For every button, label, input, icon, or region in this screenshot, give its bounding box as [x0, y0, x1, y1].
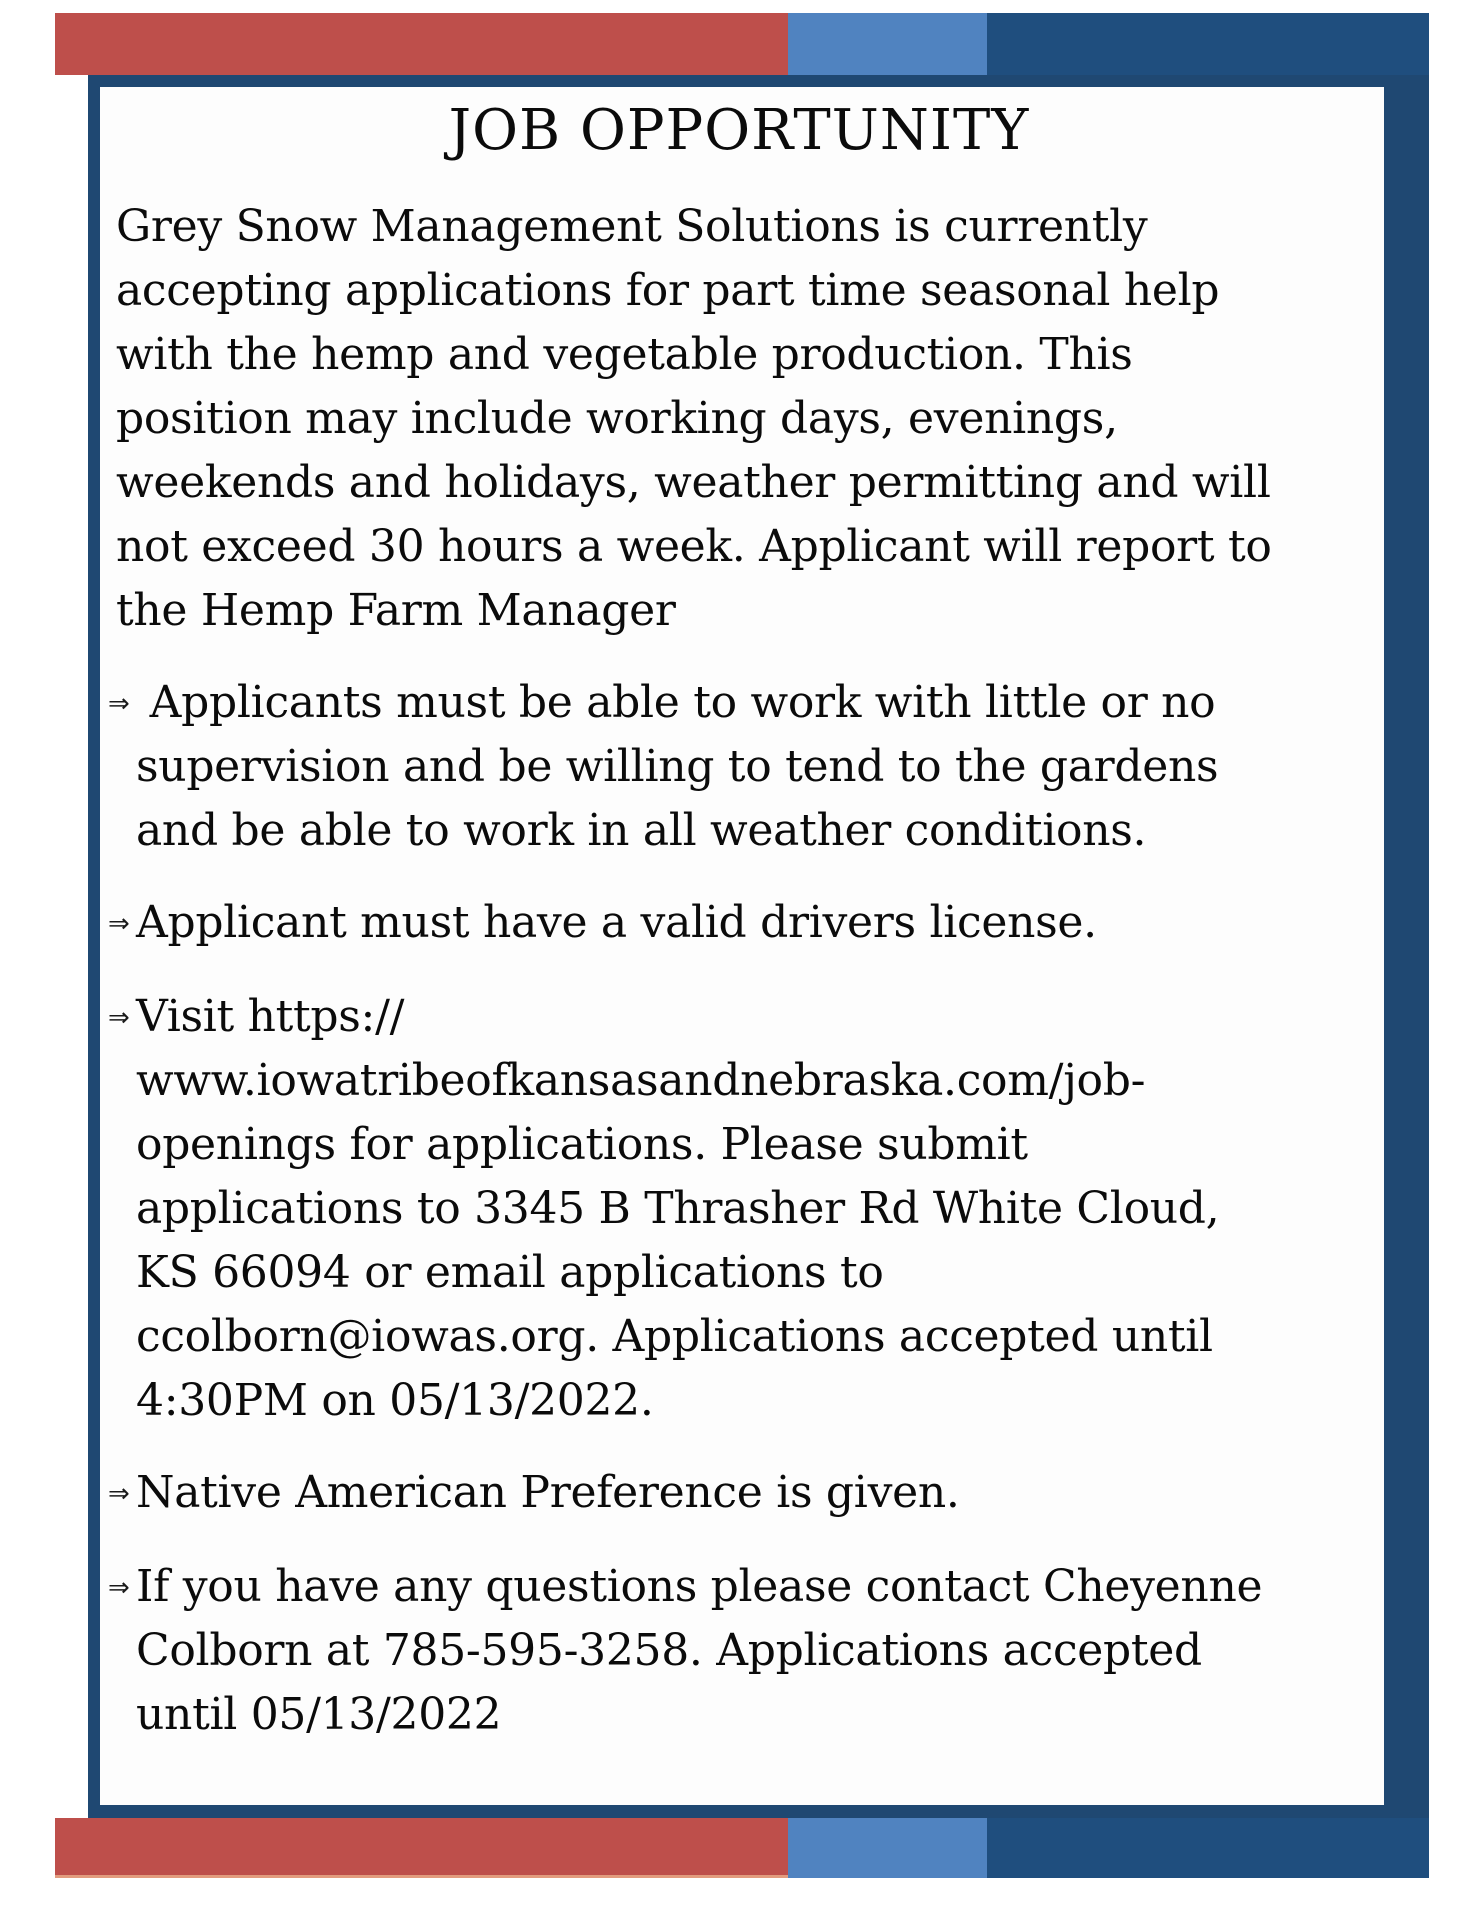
bullet-line: and be able to work in all weather conditions.: [136, 805, 1147, 856]
bottom-band-red-segment: [55, 1818, 788, 1878]
bottom-border-band: [55, 1818, 1429, 1878]
bullet-line: If you have any questions please contact Cheyenne: [136, 1561, 1263, 1612]
intro-line: not exceed 30 hours a week. Applicant will report to: [116, 521, 1272, 572]
bottom-band-navy-segment: [987, 1818, 1429, 1878]
flyer-content-area: [100, 87, 1384, 1805]
bullet-item-questions-contact: [106, 1555, 1372, 1747]
intro-paragraph: [116, 195, 1372, 643]
intro-line: with the hemp and vegetable production. This: [116, 329, 1133, 380]
bullet-line: 4:30PM on 05/13/2022.: [136, 1375, 654, 1426]
intro-line: accepting applications for part time seasonal help: [116, 265, 1220, 316]
bullet-line: Applicant must have a valid drivers license.: [136, 897, 1097, 948]
bullet-line: KS 66094 or email applications to: [136, 1247, 884, 1298]
bullet-line: until 05/13/2022: [136, 1689, 502, 1740]
intro-line: the Hemp Farm Manager: [116, 585, 676, 636]
double-arrow-icon: ⇒: [108, 1479, 130, 1509]
double-arrow-icon: ⇒: [108, 1573, 130, 1603]
inner-navy-frame: [88, 75, 1429, 1818]
bottom-band-blue-segment: [788, 1818, 987, 1878]
top-band-blue-segment: [788, 13, 987, 75]
bullet-line: Visit https://: [136, 991, 405, 1042]
double-arrow-icon: ⇒: [108, 1003, 130, 1033]
bullet-line: Applicants must be able to work with little or no: [136, 677, 1216, 728]
bullet-item-supervision: [106, 671, 1372, 863]
bullet-line-phone: Colborn at 785-595-3258. Applications accepted: [136, 1625, 1202, 1676]
intro-line: weekends and holidays, weather permitting and will: [116, 457, 1271, 508]
bullet-item-drivers-license: [106, 891, 1372, 957]
bullet-item-native-preference: [106, 1461, 1372, 1527]
double-arrow-icon: ⇒: [108, 689, 130, 719]
bullet-line: supervision and be willing to tend to the gardens: [136, 741, 1219, 792]
bullet-line-url: www.iowatribeofkansasandnebraska.com/job-: [136, 1055, 1146, 1106]
intro-line: position may include working days, evenings,: [116, 393, 1118, 444]
bullet-line: applications to 3345 B Thrasher Rd White Cloud,: [136, 1183, 1220, 1234]
intro-line: Grey Snow Management Solutions is currently: [116, 201, 1148, 252]
bullet-line-email: ccolborn@iowas.org. Applications accepted until: [136, 1311, 1213, 1362]
bullet-line: openings for applications. Please submit: [136, 1119, 1028, 1170]
bullet-item-application-info: [106, 985, 1372, 1433]
top-band-navy-segment: [987, 13, 1429, 75]
bullet-line: Native American Preference is given.: [136, 1467, 960, 1518]
top-band-red-segment: [55, 13, 788, 75]
flyer-title: JOB OPPORTUNITY: [448, 98, 1030, 163]
top-border-band: [55, 13, 1429, 75]
double-arrow-icon: ⇒: [108, 909, 130, 939]
